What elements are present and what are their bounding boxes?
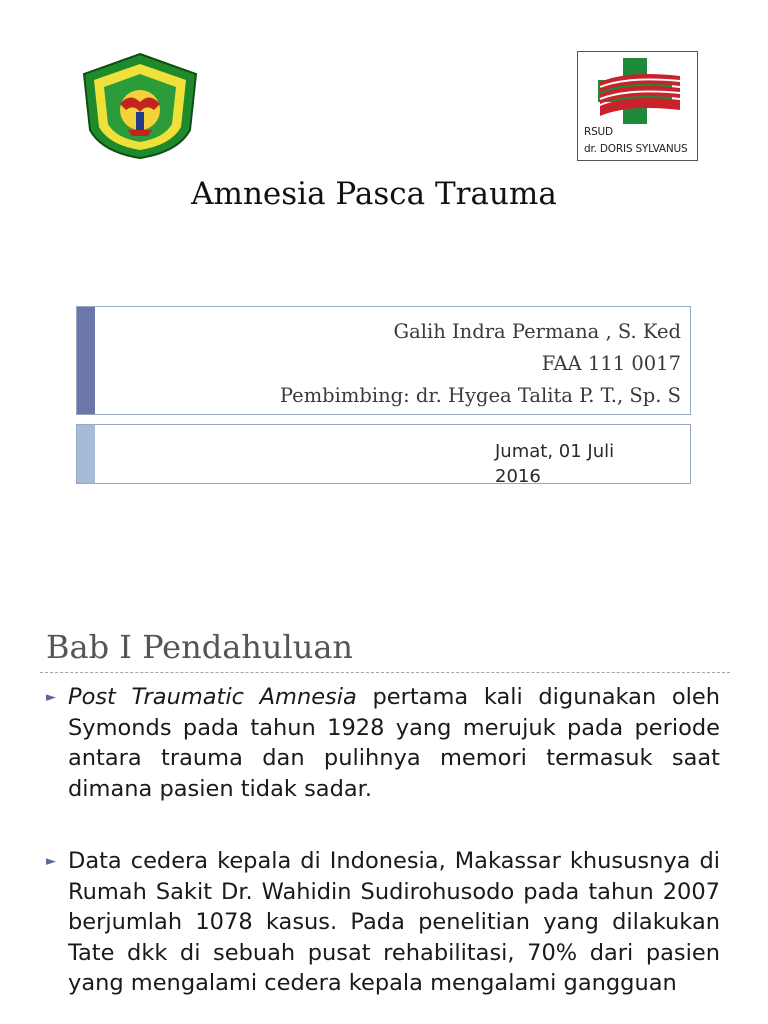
date-box bbox=[76, 424, 691, 487]
university-crest-icon bbox=[78, 52, 202, 160]
bullet-arrow-icon: ► bbox=[46, 854, 56, 869]
advisor: Pembimbing: dr. Hygea Talita P. T., Sp. S bbox=[279, 384, 681, 407]
presentation-date: Jumat, 01 Juli 2016 bbox=[495, 441, 615, 487]
heading-divider bbox=[40, 672, 730, 673]
author-id: FAA 111 0017 bbox=[541, 352, 681, 375]
date-box-accent-bar bbox=[77, 425, 95, 483]
author-box-accent-bar bbox=[77, 307, 95, 414]
hospital-cross-icon bbox=[588, 56, 688, 128]
hospital-logo bbox=[577, 51, 698, 161]
content-slide bbox=[0, 600, 768, 1024]
hospital-logo-line2: dr. DORIS SYLVANUS bbox=[584, 143, 688, 155]
bullet-text: pertama kali digunakan oleh Symonds pada tahun 1928 yang merujuk pada periode antara trauma dan pulihnya memori termasuk saat dimana pasien tidak sadar. bbox=[68, 684, 720, 802]
bullet-list bbox=[46, 682, 720, 999]
bullet-text: Data cedera kepala di Indonesia, Makassar khususnya di Rumah Sakit Dr. Wahidin Sudirohusodo pada tahun 2007 berjumlah 1078 kasus. Pada penelitian yang dilakukan Tate dkk di sebuah pusat rehabilitasi, 70% dari pasien yang mengalami cedera kepala mengalami gangguan bbox=[68, 848, 720, 996]
author-name: Galih Indra Permana , S. Ked bbox=[393, 320, 681, 343]
bullet-emphasis: Post Traumatic Amnesia bbox=[68, 684, 357, 710]
slide-title: Amnesia Pasca Trauma bbox=[191, 176, 557, 212]
list-item bbox=[46, 846, 720, 999]
university-logo bbox=[78, 52, 202, 160]
section-heading: Bab I Pendahuluan bbox=[46, 628, 354, 666]
list-item bbox=[46, 682, 720, 804]
author-lines bbox=[280, 316, 681, 412]
hospital-logo-line1: RSUD bbox=[584, 126, 613, 138]
bullet-arrow-icon: ► bbox=[46, 690, 56, 705]
author-box bbox=[76, 306, 691, 415]
